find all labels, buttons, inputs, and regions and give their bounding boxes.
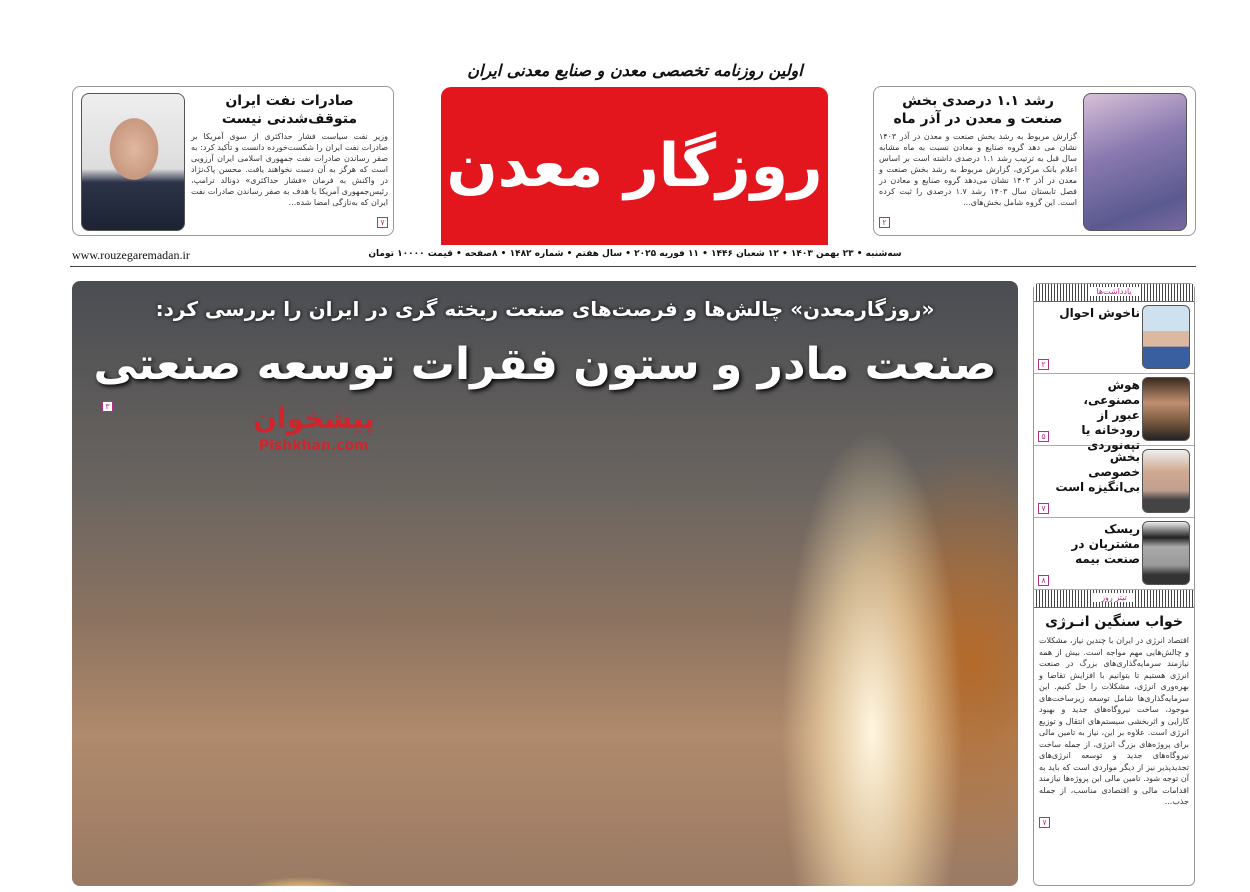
sidebar (1033, 283, 1195, 886)
teaser-left[interactable] (72, 86, 394, 236)
article-title: خواب سنگین انـرژی (1045, 614, 1183, 630)
teaser-body: وزیر نفت سیاست فشار حداکثری از سوی آمریکا بر صادرات نفت ایران را شکست‌خورده دانست و تأکید کرد: به صفر رساندن صادرات نفت جمهوری اسلامی ایران آرزویی است که هرگز به آن دست نخواهند یافت. محسن پاک‌نژاد در واکنش به فرمان «فشار حداکثری» دونالد ترامپ، رئیس‌جمهوری آمریکا با هدف به صفر رساندن صادرات نفت ایران که به‌تازگی امضا شده... (191, 132, 388, 207)
article-body: اقتصاد انرژی در ایران با چندین نیاز، مشکلات و چالش‌هایی مهم مواجه است. بیش از همه نیازمند سرمایه‌گذاری‌های بزرگ در صنعت انرژی هستیم تا بتوانیم با افزایش تقاضا و بهره‌وری انرژی، مشکلات را حل کنیم. این سرمایه‌گذاری‌ها شامل توسعه زیرساخت‌های موجود، ساخت نیروگاه‌های جدید و بهبود کارایی و اثربخشی سیستم‌های انتقال و توزیع انرژی است. علاوه بر این، نیاز به تامین مالی برای پروژه‌های بزرگ انرژی، از جمله ساخت نیروگاه‌های جدید و توسعه انرژی‌های تجدیدپذیر نیز از دیگر مواردی است که باید به آن توجه شود. تامین مالی این پروژه‌ها نیازمند اقدامات مالی و اقتصادی مناسب، از جمله جذب... (1039, 636, 1189, 806)
note-item[interactable]: ناخوش احوال ۲ (1034, 302, 1194, 374)
author-photo (1142, 449, 1190, 513)
author-photo (1142, 377, 1190, 441)
page-number: ۲ (879, 217, 890, 228)
website-url[interactable]: www.rouzegaremadan.ir (72, 248, 190, 262)
tagline: اولین روزنامه تخصصی معدن و صنایع معدنی ایران (467, 61, 803, 80)
minister-photo (81, 93, 185, 231)
page-number: ۷ (377, 217, 388, 228)
note-item[interactable]: هوش مصنوعی، عبور از رودخانه یا تپه‌نوردی ۵ (1034, 374, 1194, 446)
teaser-right[interactable] (873, 86, 1196, 236)
page-number: ۷ (1039, 817, 1050, 828)
dateline: سه‌شنبه • ۲۳ بهمن ۱۴۰۳ • ۱۲ شعبان ۱۴۴۶ • ۱۱ فوریه ۲۰۲۵ • سال هفتم • شماره ۱۴۸۲ • ۸صفحه • قیمت ۱۰۰۰۰ تومان (368, 249, 902, 259)
note-item[interactable]: بخش خصوصی بی‌انگیزه است ۷ (1034, 446, 1194, 518)
teaser-title: صادرات نفت ایران متوقف‌شدنی نیست (221, 93, 358, 127)
author-photo (1142, 305, 1190, 369)
lead-headline: صنعت مادر و ستون فقرات توسعه صنعتی (93, 339, 997, 390)
lead-kicker: «روزگارمعدن» چالش‌ها و فرصت‌های صنعت ریخته گری در ایران را بررسی کرد: (155, 297, 935, 321)
author-photo (1142, 521, 1190, 585)
teaser-body: گزارش مربوط به رشد بخش صنعت و معدن در آذر ۱۴۰۳ نشان می دهد گروه صنایع و معادن نسبت به ماه مشابه سال قبل به ترتیب رشد ۱.۱ درصدی داشته است بر اساس اعلام بانک مرکزی، گزارش مربوط به رشد بخش صنعت و معدن در آذر ۱۴۰۳ نشان می‌دهد گروه صنایع و معادن در فصل تابستان سال ۱۴۰۳ رشد ۱.۷ درصدی را ثبت کرده است. این گروه شامل بخش‌های... (879, 132, 1078, 207)
teaser-title: رشد ۱.۱ درصدی بخش صنعت و معدن در آذر ماه (893, 93, 1063, 127)
sidebar-article[interactable] (1034, 613, 1194, 827)
notes-header: یادداشت‌ها (1034, 284, 1194, 302)
watermark: پیشخوان Pishkhan.com (253, 402, 375, 454)
page-number: ۳ (102, 401, 113, 412)
lead-story[interactable] (72, 281, 1018, 886)
note-item[interactable]: ریسک مشتریان در صنعت بیمه ۸ (1034, 518, 1194, 590)
newspaper-logo: روزگار معدن (441, 87, 828, 245)
day-header: تیتر روز (1034, 590, 1194, 608)
mine-photo (1083, 93, 1187, 231)
divider (70, 266, 1196, 267)
